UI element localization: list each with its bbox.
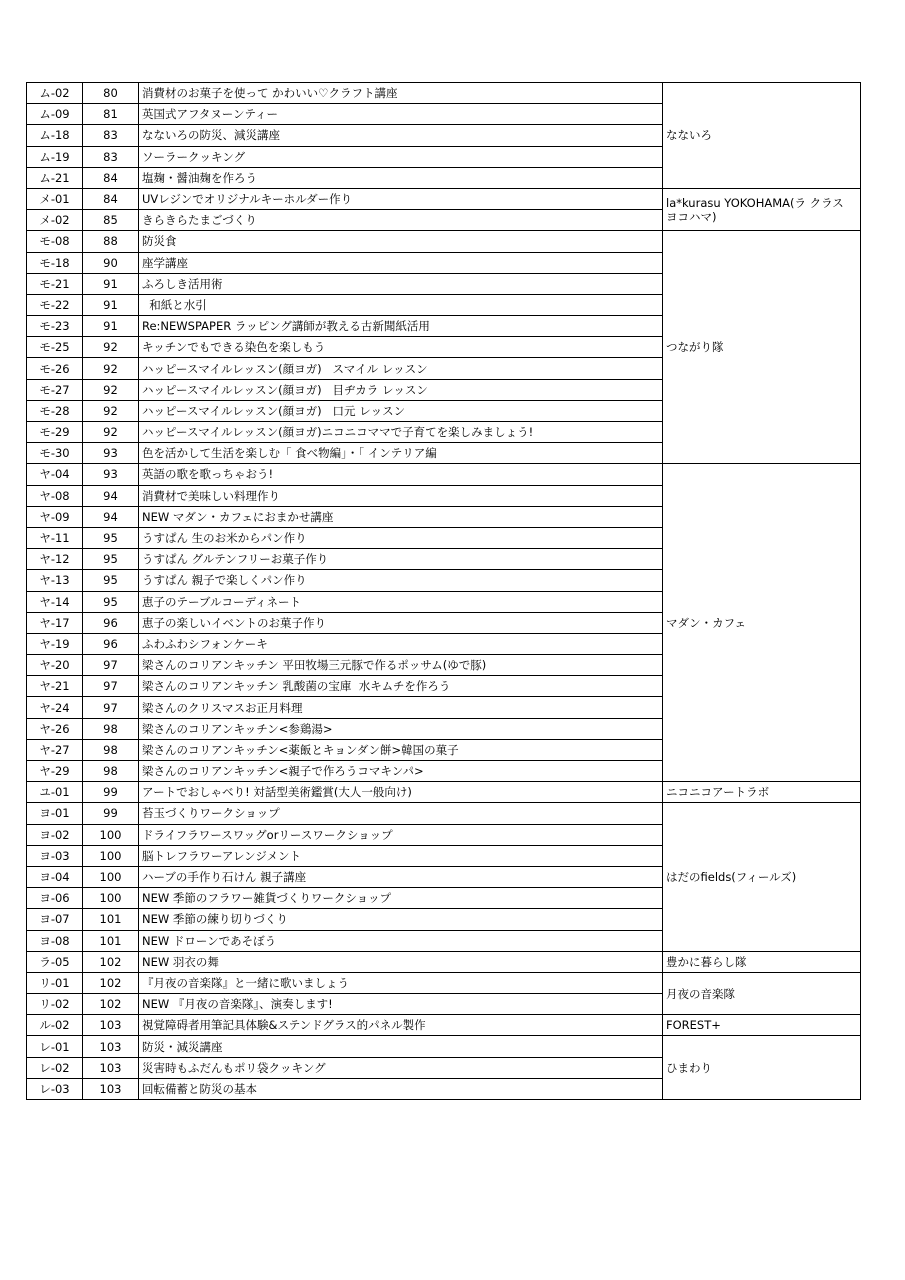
course-code: ル-02: [27, 1015, 83, 1036]
course-code: ヨ-07: [27, 909, 83, 930]
course-code: メ-01: [27, 188, 83, 209]
table-row: [27, 951, 861, 972]
course-title: ハーブの手作り石けん 親子講座: [139, 866, 663, 887]
page-number: 96: [83, 612, 139, 633]
course-code: ヨ-03: [27, 845, 83, 866]
page-number: 81: [83, 104, 139, 125]
page-number: 103: [83, 1036, 139, 1057]
course-code: モ-25: [27, 337, 83, 358]
course-title: 梁さんのコリアンキッチン 乳酸菌の宝庫 水キムチを作ろう: [139, 676, 663, 697]
page-number: 95: [83, 591, 139, 612]
page-number: 91: [83, 273, 139, 294]
course-title: NEW 『月夜の音楽隊』、演奏します!: [139, 994, 663, 1015]
page-number: 100: [83, 866, 139, 887]
course-title: 英国式アフタヌーンティー: [139, 104, 663, 125]
organizer-name: ニコニコアートラボ: [663, 782, 861, 803]
course-code: ヤ-14: [27, 591, 83, 612]
course-title: 恵子の楽しいイベントのお菓子作り: [139, 612, 663, 633]
course-title: NEW 季節の練り切りづくり: [139, 909, 663, 930]
page-number: 95: [83, 549, 139, 570]
course-code: ヤ-20: [27, 655, 83, 676]
organizer-name: ひまわり: [663, 1036, 861, 1100]
course-title: 梁さんのクリスマスお正月料理: [139, 697, 663, 718]
course-title: うすぱん グルテンフリーお菓子作り: [139, 549, 663, 570]
course-code: ヤ-29: [27, 761, 83, 782]
page-number: 90: [83, 252, 139, 273]
course-title: 回転備蓄と防災の基本: [139, 1078, 663, 1099]
organizer-name: はだのfields(フィールズ): [663, 803, 861, 951]
page-number: 92: [83, 379, 139, 400]
table-row: [27, 231, 861, 252]
course-code: ヤ-09: [27, 506, 83, 527]
organizer-name: 月夜の音楽隊: [663, 972, 861, 1014]
course-title: 防災食: [139, 231, 663, 252]
course-title: NEW 季節のフラワー雑貨づくりワークショップ: [139, 888, 663, 909]
page-number: 95: [83, 570, 139, 591]
course-title: NEW マダン・カフェにおまかせ講座: [139, 506, 663, 527]
page-number: 99: [83, 782, 139, 803]
page-number: 94: [83, 485, 139, 506]
course-title: 梁さんのコリアンキッチン<親子で作ろうコマキンパ>: [139, 761, 663, 782]
table-row: [27, 1036, 861, 1057]
course-title: 梁さんのコリアンキッチン<薬飯とキョンダン餅>韓国の菓子: [139, 739, 663, 760]
page-number: 83: [83, 125, 139, 146]
page-number: 98: [83, 739, 139, 760]
course-title: ハッピースマイルレッスン(顔ヨガ) 口元 レッスン: [139, 400, 663, 421]
page-number: 97: [83, 676, 139, 697]
course-code: ヨ-06: [27, 888, 83, 909]
page-number: 101: [83, 909, 139, 930]
course-code: ヤ-24: [27, 697, 83, 718]
page-number: 101: [83, 930, 139, 951]
page-number: 91: [83, 316, 139, 337]
page-number: 95: [83, 527, 139, 548]
page-number: 92: [83, 337, 139, 358]
course-code: ヤ-13: [27, 570, 83, 591]
page-number: 97: [83, 655, 139, 676]
table-row: [27, 83, 861, 104]
table-row: [27, 803, 861, 824]
course-title: うすぱん 親子で楽しくパン作り: [139, 570, 663, 591]
course-code: ム-09: [27, 104, 83, 125]
course-code: ヤ-12: [27, 549, 83, 570]
course-code: ム-19: [27, 146, 83, 167]
course-code: ヤ-26: [27, 718, 83, 739]
page-number: 80: [83, 83, 139, 104]
course-list-body: [27, 83, 861, 1100]
page-number: 83: [83, 146, 139, 167]
course-title: 視覚障碍者用筆記具体験&ステンドグラス的パネル製作: [139, 1015, 663, 1036]
course-code: ヨ-02: [27, 824, 83, 845]
course-code: ヤ-08: [27, 485, 83, 506]
page-number: 92: [83, 422, 139, 443]
page-number: 103: [83, 1015, 139, 1036]
course-title: キッチンでもできる染色を楽しもう: [139, 337, 663, 358]
course-title: 塩麹・醤油麹を作ろう: [139, 167, 663, 188]
page-number: 102: [83, 972, 139, 993]
page-number: 92: [83, 358, 139, 379]
page-number: 84: [83, 188, 139, 209]
organizer-name: つながり隊: [663, 231, 861, 464]
course-title: うすぱん 生のお米からパン作り: [139, 527, 663, 548]
course-title: ふろしき活用術: [139, 273, 663, 294]
page-number: 92: [83, 400, 139, 421]
organizer-name: la*kurasu YOKOHAMA(ラ クラス ヨコハマ): [663, 188, 861, 230]
course-code: ヤ-21: [27, 676, 83, 697]
course-title: NEW ドローンであそぼう: [139, 930, 663, 951]
page-number: 103: [83, 1057, 139, 1078]
page-number: 100: [83, 845, 139, 866]
page-number: 96: [83, 633, 139, 654]
page-number: 103: [83, 1078, 139, 1099]
page-number: 93: [83, 464, 139, 485]
course-code: ヤ-11: [27, 527, 83, 548]
page-number: 99: [83, 803, 139, 824]
course-code: モ-23: [27, 316, 83, 337]
course-code: モ-21: [27, 273, 83, 294]
page-number: 100: [83, 888, 139, 909]
course-title: ハッピースマイルレッスン(顔ヨガ) 目ヂカラ レッスン: [139, 379, 663, 400]
course-code: モ-28: [27, 400, 83, 421]
course-code: モ-22: [27, 294, 83, 315]
page-number: 102: [83, 994, 139, 1015]
page-number: 97: [83, 697, 139, 718]
course-title: ソーラークッキング: [139, 146, 663, 167]
course-code: モ-30: [27, 443, 83, 464]
table-row: [27, 972, 861, 993]
course-title: UVレジンでオリジナルキーホルダー作り: [139, 188, 663, 209]
course-title: 防災・減災講座: [139, 1036, 663, 1057]
course-code: ヤ-17: [27, 612, 83, 633]
course-title: アートでおしゃべり! 対話型美術鑑賞(大人一般向け): [139, 782, 663, 803]
page-number: 91: [83, 294, 139, 315]
course-title: ドライフラワースワッグorリースワークショップ: [139, 824, 663, 845]
course-code: ヨ-01: [27, 803, 83, 824]
course-title: なないろの防災、減災講座: [139, 125, 663, 146]
page-number: 100: [83, 824, 139, 845]
course-code: リ-02: [27, 994, 83, 1015]
course-title: 座学講座: [139, 252, 663, 273]
course-title: ハッピースマイルレッスン(顔ヨガ)ニコニコママで子育てを楽しみましょう!: [139, 422, 663, 443]
course-code: メ-02: [27, 210, 83, 231]
course-code: モ-26: [27, 358, 83, 379]
course-title: 和紙と水引: [139, 294, 663, 315]
course-title: NEW 羽衣の舞: [139, 951, 663, 972]
course-code: レ-02: [27, 1057, 83, 1078]
course-title: 『月夜の音楽隊』と一緒に歌いましょう: [139, 972, 663, 993]
course-code: ヨ-08: [27, 930, 83, 951]
course-title: きらきらたまごづくり: [139, 210, 663, 231]
course-title: 脳トレフラワーアレンジメント: [139, 845, 663, 866]
page-number: 85: [83, 210, 139, 231]
course-title: 梁さんのコリアンキッチン 平田牧場三元豚で作るポッサム(ゆで豚): [139, 655, 663, 676]
course-code: ヤ-04: [27, 464, 83, 485]
organizer-name: FOREST+: [663, 1015, 861, 1036]
course-code: モ-08: [27, 231, 83, 252]
page-number: 84: [83, 167, 139, 188]
page-number: 98: [83, 718, 139, 739]
table-row: [27, 1015, 861, 1036]
course-code: ヤ-27: [27, 739, 83, 760]
course-code: ラ-05: [27, 951, 83, 972]
course-title: Re:NEWSPAPER ラッピング講師が教える古新聞紙活用: [139, 316, 663, 337]
course-code: ヤ-19: [27, 633, 83, 654]
course-code: ヨ-04: [27, 866, 83, 887]
organizer-name: なないろ: [663, 83, 861, 189]
course-code: ム-21: [27, 167, 83, 188]
course-code: レ-01: [27, 1036, 83, 1057]
course-code: レ-03: [27, 1078, 83, 1099]
page-number: 102: [83, 951, 139, 972]
course-title: 災害時もふだんもポリ袋クッキング: [139, 1057, 663, 1078]
course-title: 苔玉づくりワークショップ: [139, 803, 663, 824]
course-title: 消費材のお菓子を使って かわいい♡クラフト講座: [139, 83, 663, 104]
course-title: 英語の歌を歌っちゃおう!: [139, 464, 663, 485]
course-code: ム-02: [27, 83, 83, 104]
course-title: 梁さんのコリアンキッチン<参鶏湯>: [139, 718, 663, 739]
page-number: 88: [83, 231, 139, 252]
course-list-table: [26, 82, 861, 1100]
page-number: 93: [83, 443, 139, 464]
table-row: [27, 464, 861, 485]
course-title: 消費材で美味しい料理作り: [139, 485, 663, 506]
course-code: リ-01: [27, 972, 83, 993]
table-row: [27, 782, 861, 803]
course-code: モ-29: [27, 422, 83, 443]
course-code: モ-18: [27, 252, 83, 273]
course-code: ム-18: [27, 125, 83, 146]
course-title: ふわふわシフォンケーキ: [139, 633, 663, 654]
page-number: 94: [83, 506, 139, 527]
table-row: [27, 188, 861, 209]
course-title: 恵子のテーブルコーディネート: [139, 591, 663, 612]
course-title: ハッピースマイルレッスン(顔ヨガ) スマイル レッスン: [139, 358, 663, 379]
course-code: ユ-01: [27, 782, 83, 803]
course-title: 色を活かして生活を楽しむ「 食べ物編」・「 インテリア編: [139, 443, 663, 464]
organizer-name: マダン・カフェ: [663, 464, 861, 782]
page-number: 98: [83, 761, 139, 782]
course-code: モ-27: [27, 379, 83, 400]
organizer-name: 豊かに暮らし隊: [663, 951, 861, 972]
